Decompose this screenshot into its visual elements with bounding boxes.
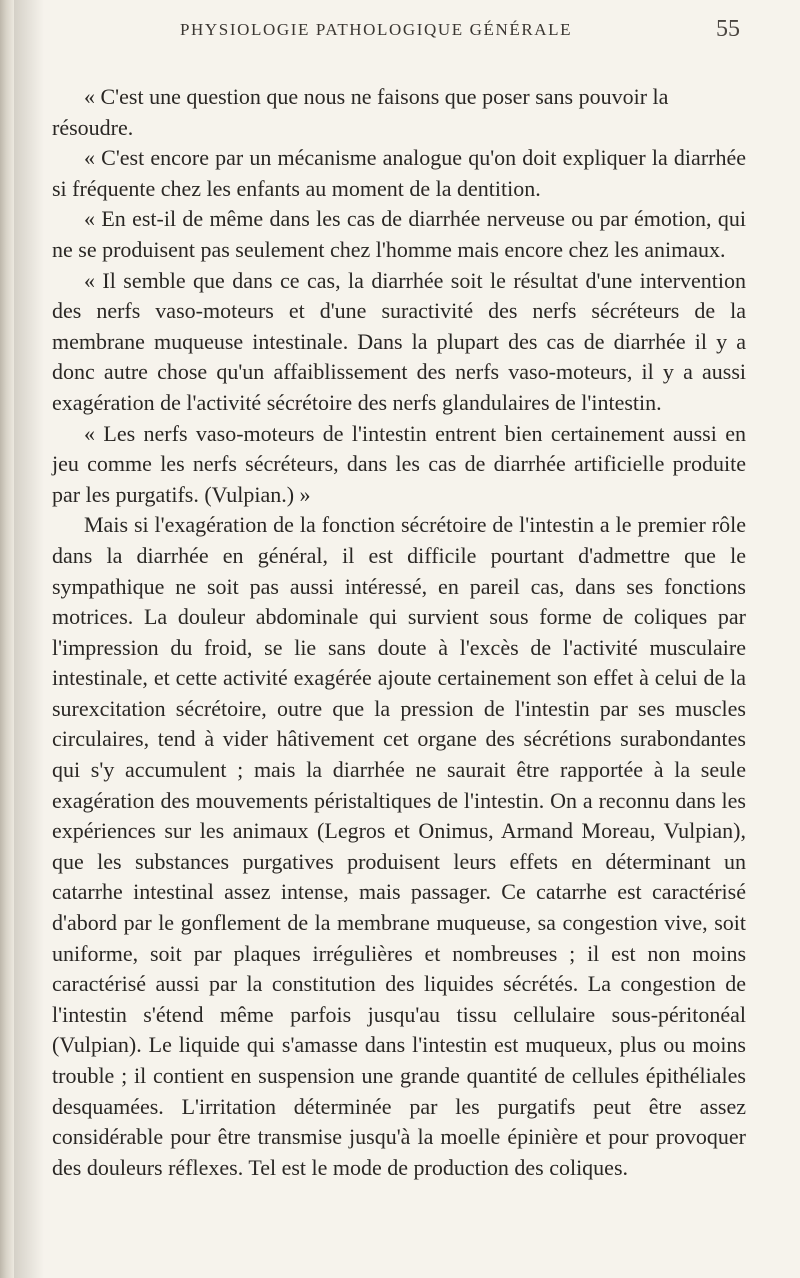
page-gutter-shadow	[14, 0, 44, 1278]
running-title: PHYSIOLOGIE PATHOLOGIQUE GÉNÉRALE	[180, 20, 573, 39]
paragraph: « C'est encore par un mécanisme analogue qu'on doit expliquer la diarrhée si fréquente chez les enfants au moment de la dentition.	[52, 145, 746, 201]
running-head	[180, 16, 740, 50]
page-number: 55	[716, 16, 740, 42]
paragraph: « Les nerfs vaso-moteurs de l'intestin entrent bien certainement aussi en jeu comme les nerfs sécréteurs, dans les cas de diarrhée artificielle produite par les purgatifs. (Vulpian.) »	[52, 420, 746, 507]
paragraph: « En est-il de même dans les cas de diarrhée nerveuse ou par émotion, qui ne se produisent pas seulement chez l'homme mais encore chez les animaux.	[52, 206, 746, 262]
page-binding-edge	[0, 0, 14, 1278]
paragraph: résoudre.	[52, 114, 134, 140]
paragraph: Mais si l'exagération de la fonction sécrétoire de l'intestin a le premier rôle dans la diarrhée en général, il est difficile pourtant d'admettre que le sympathique ne soit pas aussi intéressé, en pareil cas, dans ses fonctions motrices. La douleur abdominale qui survient sous forme de coliques par l'impression du froid, se lie sans doute à l'excès de l'activité musculaire intestinale, et cette activité exagérée ajoute certainement son effet à celui de la surexcitation sécrétoire, outre que la pression de l'intestin par ses muscles circulaires, tend à vider hâtivement cet organe des sécrétions surabondantes qui s'y accumulent ; mais la diarrhée ne saurait être rapportée à la seule exagération des mouvements péristaltiques de l'intestin. On a reconnu dans les expériences sur les animaux (Legros et Onimus, Armand Moreau, Vulpian), que les substances purgatives produisent leurs effets en déterminant un catarrhe intestinal assez intense, mais passager. Ce catarrhe est caractérisé d'abord par le gonflement de la membrane muqueuse, sa congestion vive, soit uniforme, soit par plaques irrégulières et nombreuses ; il est non moins caractérisé aussi par la constitution des liquides sécrétés. La congestion de l'intestin s'étend même parfois jusqu'au tissu cellulaire sous-péritonéal (Vulpian). Le liquide qui s'amasse dans l'intestin est muqueux, plus ou moins trouble ; il contient en suspension une grande quantité de cellules épithéliales desquamées. L'irritation déterminée par les purgatifs peut être assez considérable pour être transmise jusqu'à la moelle épinière et pour provoquer des douleurs réflexes. Tel est le mode de production des coliques.	[52, 512, 746, 1180]
body-text	[52, 82, 746, 1183]
paragraph: « Il semble que dans ce cas, la diarrhée soit le résultat d'une intervention des nerfs vaso-moteurs et d'une suractivité des nerfs sécréteurs de la membrane muqueuse intestinale. Dans la plupart des cas de diarrhée il y a donc autre chose qu'un affaiblissement des nerfs vaso-moteurs, il y a aussi exagération de l'activité sécrétoire des nerfs glandulaires de l'intestin.	[52, 267, 746, 415]
paragraph: « C'est une question que nous ne faisons que poser sans pouvoir la	[84, 84, 669, 109]
